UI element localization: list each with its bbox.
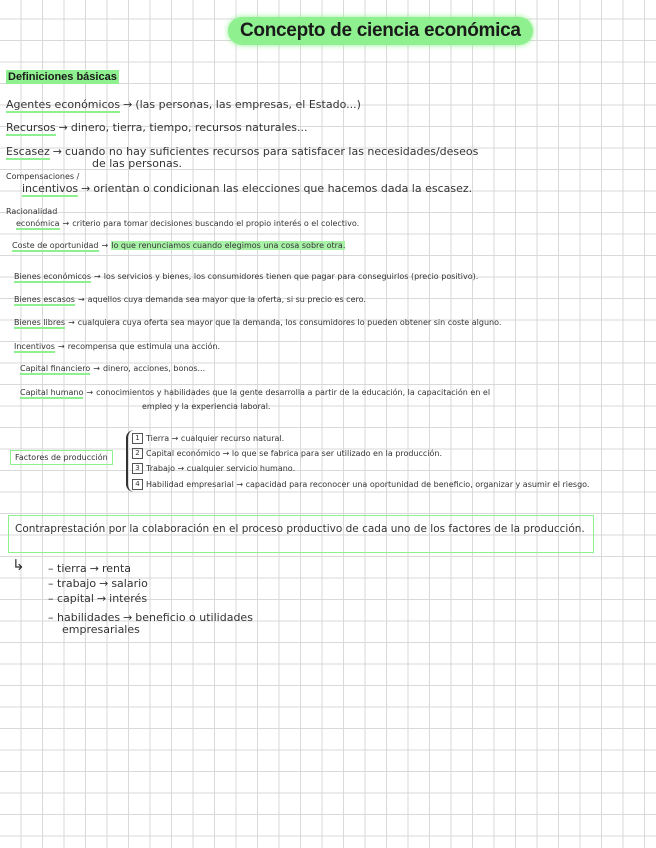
def-escasez-body: cuando no hay suficientes recursos para satisfacer las necesidades/deseos	[64, 145, 479, 158]
def-capital-humano-body: conocimientos y habilidades que la gente desarrolla a partir de la educación, la capacitación en el	[96, 388, 491, 397]
factor-number: 2	[132, 448, 143, 459]
contraprestacion-box	[8, 515, 594, 553]
term-capital-financiero: Capital financiero	[20, 364, 91, 373]
def-racionalidad-body: criterio para tomar decisiones buscando el propio interés o el colectivo.	[72, 219, 360, 228]
pago-item-3: – capital → interés	[48, 592, 148, 605]
factor-item-1	[132, 433, 284, 444]
def-capital-financiero-body: dinero, acciones, bonos...	[102, 364, 206, 373]
factor-item-4	[132, 479, 589, 490]
term-coste: Coste de oportunidad	[12, 241, 99, 250]
factor-text: Capital económico → lo que se fabrica para ser utilizado en la producción.	[146, 449, 443, 458]
def-compensaciones-body: orientan o condicionan las elecciones que hacemos dada la escasez.	[93, 182, 473, 195]
def-incentivos-body: recompensa que estimula una acción.	[67, 342, 221, 351]
pago-item-4-cont: empresariales	[62, 623, 140, 636]
def-bienes-escasos-body: aquellos cuya demanda sea mayor que la oferta, si su precio es cero.	[87, 295, 366, 304]
pago-right: renta	[101, 562, 132, 575]
factor-number: 1	[132, 433, 143, 444]
def-agentes-text: (	[135, 98, 140, 111]
def-capital-financiero: Capital financiero → dinero, acciones, bonos...	[20, 364, 206, 373]
def-bienes-economicos: Bienes económicos → los servicios y bienes, los consumidores tienen que pagar para conseguirlos (precio positivo).	[14, 272, 479, 281]
term-bienes-escasos: Bienes escasos	[14, 295, 75, 304]
return-arrow-icon: ↳	[12, 556, 25, 574]
term-incentivos-comp: incentivos	[22, 182, 79, 195]
page-title: Concepto de ciencia económica	[228, 17, 533, 45]
def-coste: Coste de oportunidad → lo que renunciamos cuando elegimos una cosa sobre otra.	[12, 241, 346, 250]
factor-text: Trabajo → cualquier servicio humano.	[146, 464, 296, 473]
def-compensaciones: incentivos → orientan o condicionan las elecciones que hacemos dada la escasez.	[22, 182, 473, 195]
factor-text: Tierra → cualquier recurso natural.	[146, 434, 285, 443]
def-incentivos: Incentivos → recompensa que estimula una acción.	[14, 342, 221, 351]
def-capital-humano-cont: empleo y la experiencia laboral.	[142, 402, 271, 411]
term-racionalidad-2: económica	[16, 219, 60, 228]
pago-item-1: – tierra → renta	[48, 562, 132, 575]
term-racionalidad: Racionalidad	[6, 207, 58, 216]
term-agentes: Agentes económicos	[6, 98, 121, 111]
term-compensaciones: Compensaciones /	[6, 172, 80, 181]
def-agentes: Agentes económicos → (las personas, las empresas, el Estado...)	[6, 98, 361, 111]
factor-item-3	[132, 463, 295, 474]
def-recursos: Recursos → dinero, tierra, tiempo, recursos naturales...	[6, 121, 308, 134]
def-coste-body: lo que renunciamos cuando elegimos una cosa sobre otra.	[111, 241, 346, 250]
factores-label: Factores de producción	[10, 450, 113, 465]
def-bienes-escasos: Bienes escasos → aquellos cuya demanda sea mayor que la oferta, si su precio es cero.	[14, 295, 366, 304]
def-agentes-body: las personas, las empresas, el Estado...)	[139, 98, 361, 111]
term-capital-humano: Capital humano	[20, 388, 84, 397]
factor-item-2	[132, 448, 442, 459]
term-recursos: Recursos	[6, 121, 56, 134]
pago-left: capital	[57, 592, 94, 605]
def-bienes-libres: Bienes libres → cualquiera cuya oferta sea mayor que la demanda, los consumidores lo pueden obtener sin coste alguno.	[14, 318, 502, 327]
term-incentivos: Incentivos	[14, 342, 55, 351]
factor-number: 3	[132, 463, 143, 474]
pago-right: salario	[111, 577, 148, 590]
def-escasez: Escasez → cuando no hay suficientes recursos para satisfacer las necesidades/deseos	[6, 145, 479, 158]
pago-item-4: – habilidades → beneficio o utilidades	[48, 611, 253, 624]
def-bienes-economicos-body: los servicios y bienes, los consumidores tienen que pagar para conseguirlos (precio positivo).	[103, 272, 479, 281]
pago-right: interés	[109, 592, 148, 605]
pago-item-2: – trabajo → salario	[48, 577, 148, 590]
term-bienes-economicos: Bienes económicos	[14, 272, 91, 281]
factor-text: Habilidad empresarial → capacidad para reconocer una oportunidad de beneficio, organizar y asumir el riesgo.	[146, 480, 590, 489]
def-escasez-cont: de las personas.	[92, 157, 182, 170]
pago-right: beneficio o utilidades	[135, 611, 253, 624]
factor-number: 4	[132, 479, 143, 490]
term-escasez: Escasez	[6, 145, 50, 158]
pago-left: trabajo	[57, 577, 97, 590]
pago-left: tierra	[57, 562, 87, 575]
term-bienes-libres: Bienes libres	[14, 318, 66, 327]
def-capital-humano: Capital humano → conocimientos y habilidades que la gente desarrolla a partir de la educación, la capacitación en el	[20, 388, 491, 397]
def-racionalidad: económica → criterio para tomar decisiones buscando el propio interés o el colectivo.	[16, 219, 360, 228]
def-recursos-body: dinero, tierra, tiempo, recursos naturales...	[70, 121, 308, 134]
pago-left: habilidades	[57, 611, 121, 624]
contraprestacion-text: Contraprestación por la colaboración en el proceso productivo de cada uno de los factores de la producción.	[15, 523, 585, 535]
def-bienes-libres-body: cualquiera cuya oferta sea mayor que la demanda, los consumidores lo pueden obtener sin coste alguno.	[77, 318, 502, 327]
section-heading: Definiciones básicas	[8, 71, 117, 83]
